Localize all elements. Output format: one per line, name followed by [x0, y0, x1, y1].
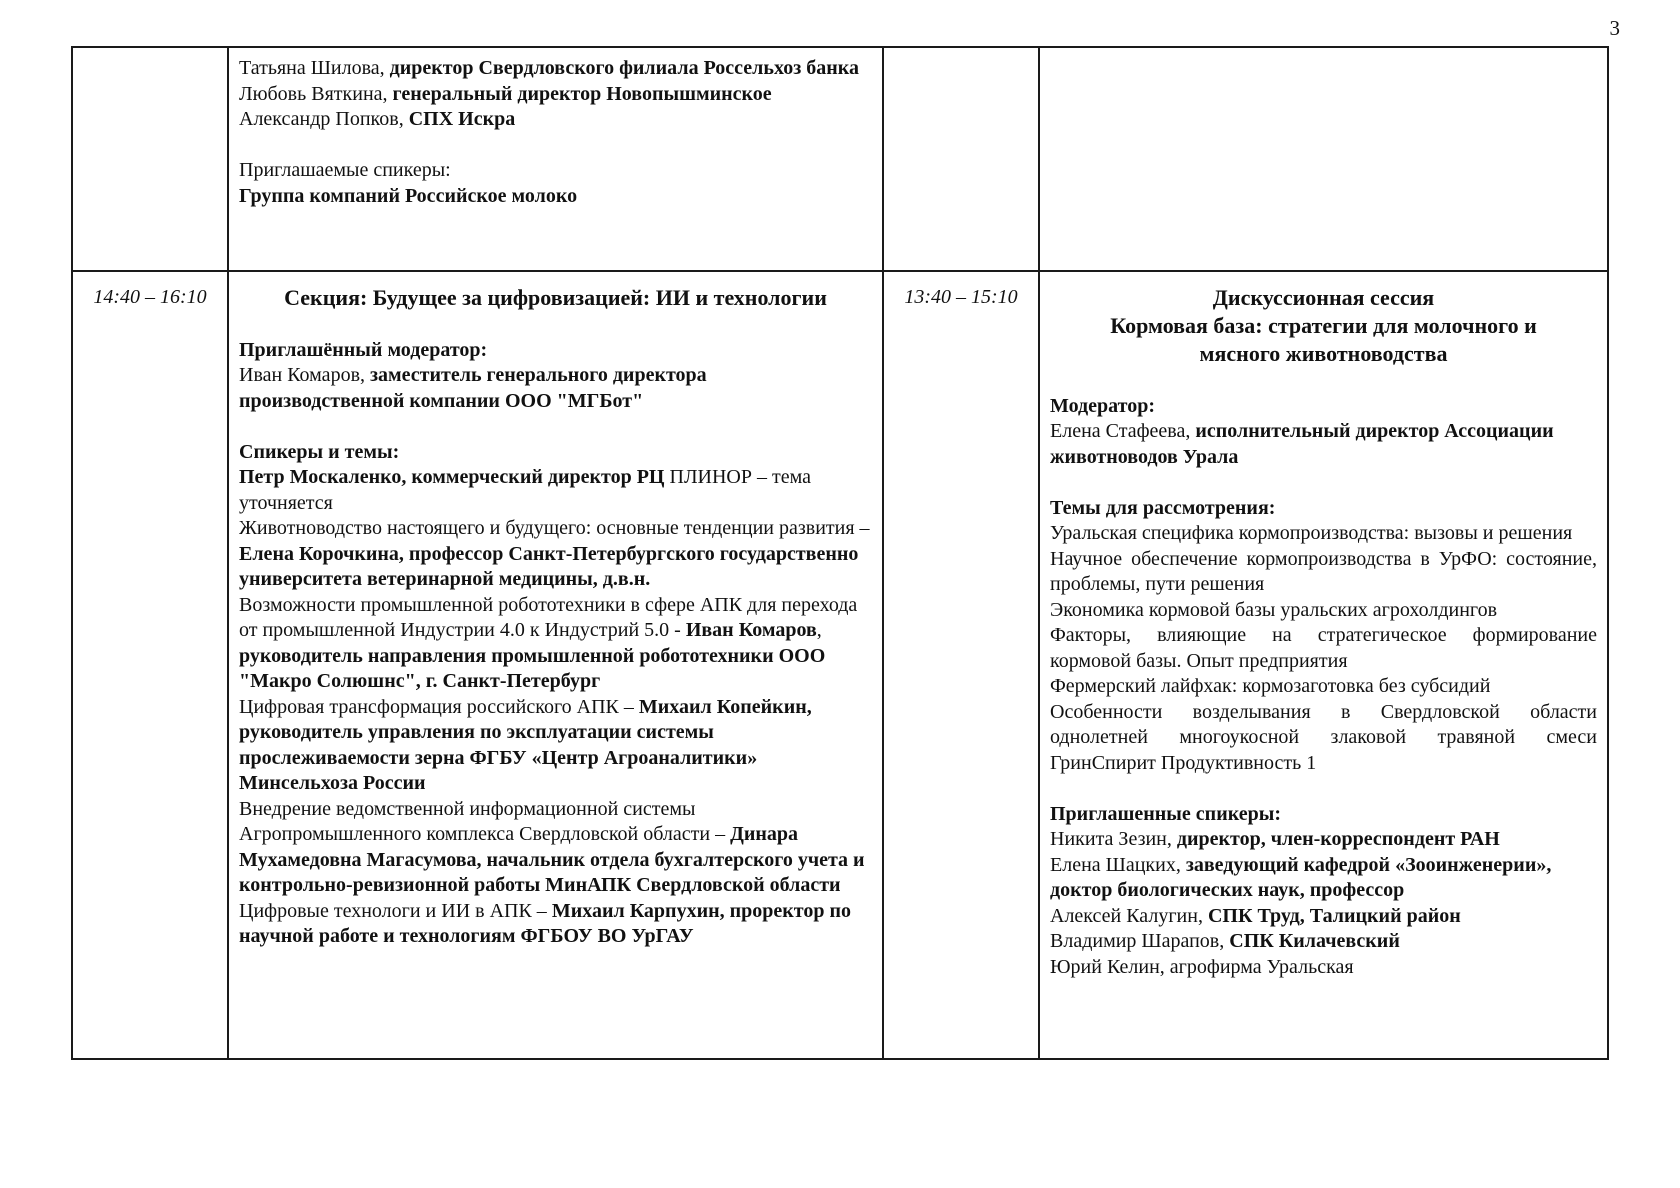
topic-item: Цифровая трансформация российского АПК – Михаил Копейкин, руководитель управления по эксплуатации системы прослеживаемости зерна ФГБУ «Центр Агроаналитики» Минсельхоза России — [239, 695, 812, 794]
speaker-line: Александр Попков, СПХ Искра — [239, 108, 516, 130]
section-title: Секция: Будущее за цифровизацией: ИИ и технологии — [284, 285, 827, 310]
speaker-line: доктор биологических наук, профессор — [1050, 879, 1405, 901]
moderator: Иван Комаров, заместитель генерального директора производственной компании ООО "МГБот" — [239, 364, 707, 412]
topic-item: Научное обеспечение кормопроизводства в УрФО: состояние, проблемы, пути решения — [1050, 547, 1597, 595]
section-feed-base — [1039, 271, 1608, 1059]
topic-item: Фермерский лайфхак: кормозаготовка без субсидий — [1050, 675, 1491, 697]
session-type-title: Дискуссионная сессия — [1212, 285, 1435, 310]
schedule-table — [71, 46, 1609, 1060]
invited-speakers-label: Приглашаемые спикеры: — [239, 159, 451, 181]
time-cell-empty — [72, 47, 228, 271]
topic-item: Особенности возделывания в Свердловской области однолетней многоукосной злаковой травяной смеси ГринСпирит Продуктивность 1 — [1050, 700, 1597, 774]
speaker-line: Любовь Вяткина, генеральный директор Новопышминское — [239, 82, 772, 105]
speaker-line: Никита Зезин, директор, член-корреспондент РАН — [1050, 828, 1500, 850]
time-cell-right — [883, 271, 1039, 1059]
invited-speakers-value: Группа компаний Российское молоко — [239, 184, 578, 207]
speaker-line: Юрий Келин, агрофирма Уральская — [1050, 955, 1354, 978]
speakers-label: Приглашенные спикеры: — [1050, 802, 1282, 825]
page-number: 3 — [1609, 16, 1620, 40]
section-digitalization — [228, 271, 883, 1059]
topic-item: Экономика кормовой базы уральских агрохолдингов — [1050, 598, 1498, 621]
speakers-label: Спикеры и темы: — [239, 440, 400, 463]
session-title: Кормовая база: стратегии для молочного и мясного животноводства — [1110, 313, 1537, 366]
table-row — [72, 271, 1608, 1059]
speaker-line: Татьяна Шилова, директор Свердловского филиала Россельхоз банка — [239, 57, 859, 79]
topic-item: Возможности промышленной робототехники в сфере АПК для перехода от промышленной Индустрии 4.0 к Индустрий 5.0 - Иван Комаров, руководитель направления промышленной робототехники ООО "Макро Солюшнс", г. Санкт-Петербург — [239, 593, 858, 692]
moderator-label: Приглашённый модератор: — [239, 338, 488, 361]
program-cell-continued — [228, 47, 883, 271]
program-cell-empty — [1039, 47, 1608, 271]
speaker-line: Елена Шацких, заведующий кафедрой «Зооинженерии», — [1050, 853, 1552, 876]
topic-item: Уральская специфика кормопроизводства: вызовы и решения — [1050, 522, 1573, 544]
topic-item: Внедрение ведомственной информационной системы Агропромышленного комплекса Свердловской области – Динара Мухамедовна Магасумова, начальник отдела бухгалтерского учета и контрольно-ревизионной работы МинАПК Свердловской области — [239, 797, 865, 896]
time-cell-left — [72, 271, 228, 1059]
topic-item: Животноводство настоящего и будущего: основные тенденции развития – Елена Корочкина, профессор Санкт-Петербургского государственно университета ветеринарной медицины, д.в.н. — [239, 517, 870, 590]
time-cell-empty — [883, 47, 1039, 271]
moderator: Елена Стафеева, исполнительный директор Ассоциации животноводов Урала — [1050, 420, 1554, 468]
session-time: 14:40 – 16:10 — [93, 286, 207, 308]
topic-item: Факторы, влияющие на стратегическое формирование кормовой базы. Опыт предприятия — [1050, 624, 1597, 672]
moderator-label: Модератор: — [1050, 394, 1155, 417]
speaker-line: Алексей Калугин, СПК Труд, Талицкий район — [1050, 904, 1461, 927]
topic-item: Петр Москаленко, коммерческий директор РЦ ПЛИНОР – тема уточняется — [239, 466, 811, 514]
speaker-line: Владимир Шарапов, СПК Килачевский — [1050, 930, 1400, 952]
session-time: 13:40 – 15:10 — [904, 286, 1018, 308]
topics-label: Темы для рассмотрения: — [1050, 496, 1276, 519]
table-row — [72, 47, 1608, 271]
topic-item: Цифровые технологи и ИИ в АПК – Михаил Карпухин, проректор по научной работе и технологиям ФГБОУ ВО УрГАУ — [239, 899, 852, 947]
